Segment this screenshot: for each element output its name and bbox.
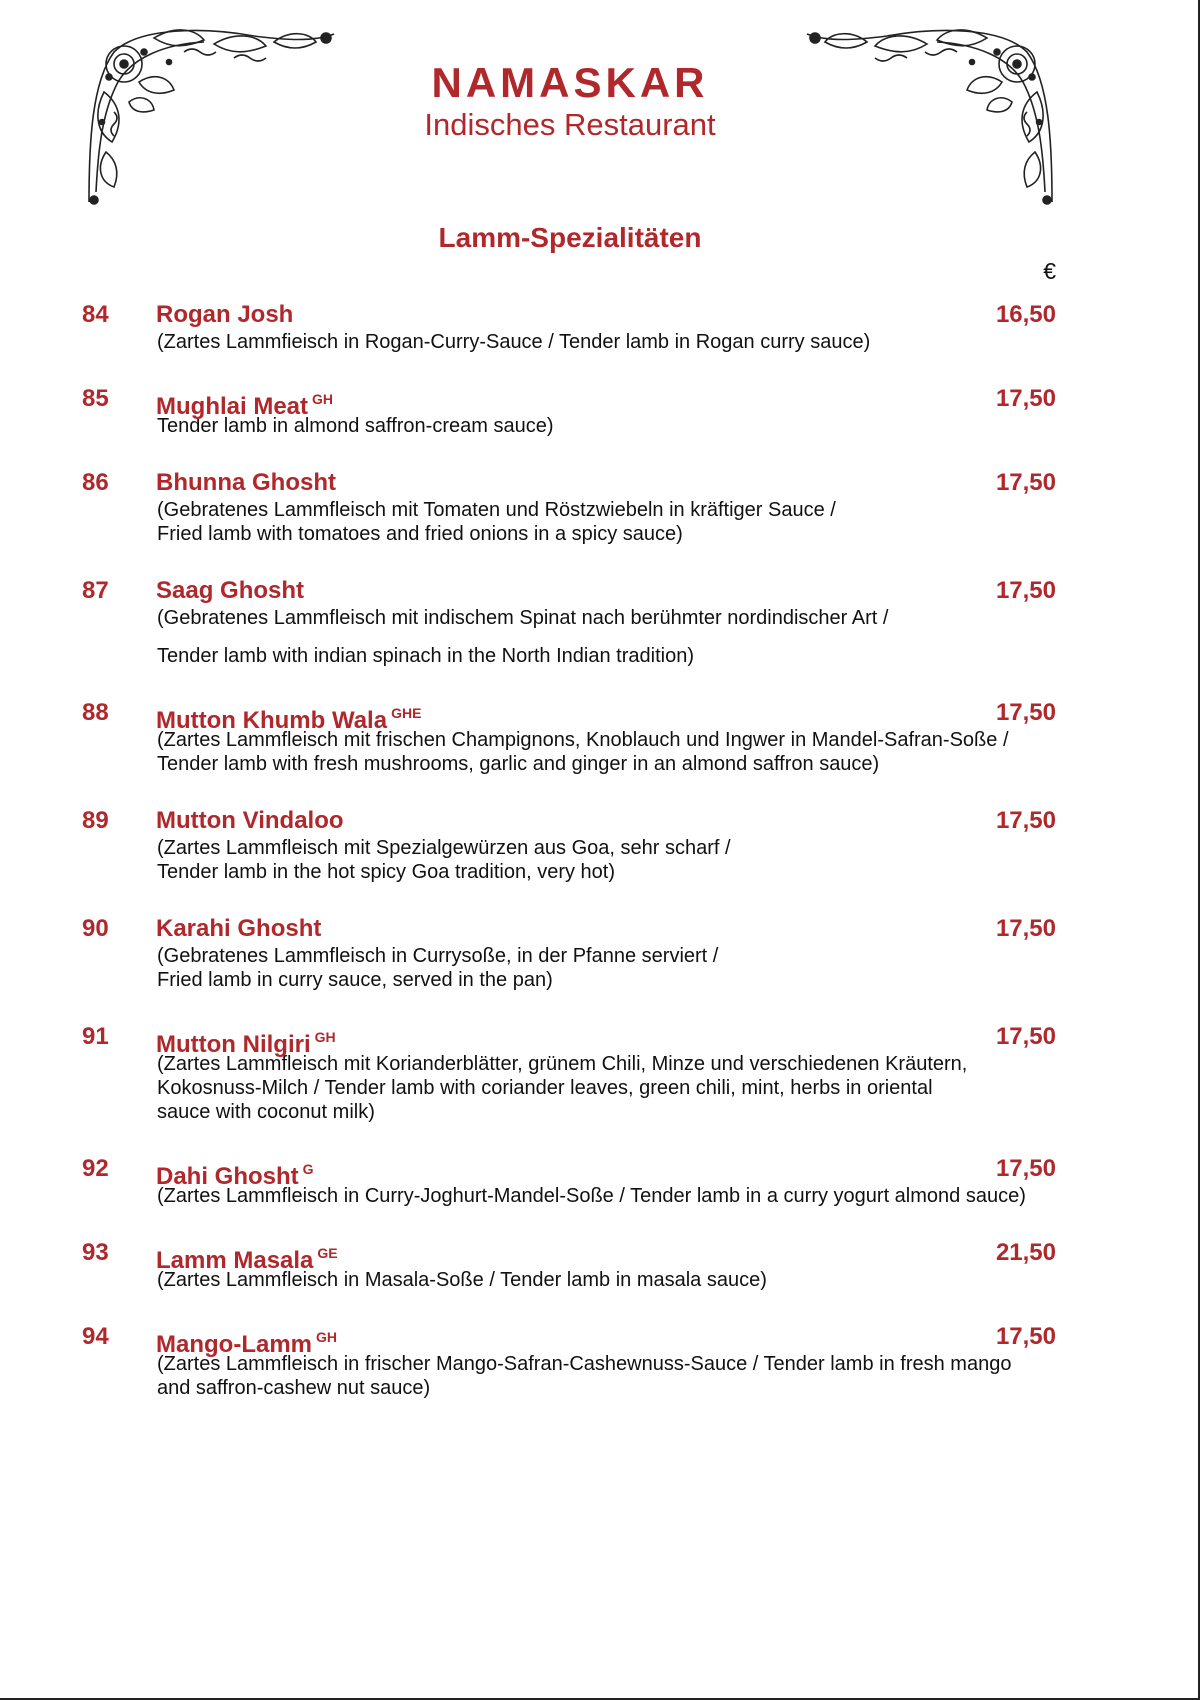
item-price: 17,50	[995, 807, 1056, 834]
allergen-tag: GH	[314, 1029, 336, 1045]
description-line: sauce with coconut milk)	[157, 1101, 375, 1123]
item-description	[157, 836, 1057, 884]
item-name-text: Mutton Khumb Wala	[156, 707, 388, 734]
menu-item	[0, 1154, 1200, 1208]
item-price: 17,50	[995, 385, 1056, 412]
item-number: 84	[82, 301, 109, 328]
item-name	[156, 468, 336, 498]
allergen-tag: G	[302, 1161, 314, 1177]
menu-items-list	[0, 300, 1200, 1430]
item-number: 89	[82, 807, 109, 834]
description-line: (Zartes Lammfleisch in Masala-Soße / Tender lamb in masala sauce)	[157, 1269, 767, 1291]
description-line: (Gebratenes Lammfleisch in Currysoße, in der Pfanne serviert /	[157, 945, 719, 967]
description-line: (Zartes Lammfieisch in Rogan-Curry-Sauce / Tender lamb in Rogan curry sauce)	[157, 331, 871, 353]
description-line: (Gebratenes Lammfleisch mit Tomaten und Röstzwiebeln in kräftiger Sauce /	[157, 499, 836, 521]
item-price: 17,50	[995, 1155, 1056, 1182]
item-name-text: Mango-Lamm	[156, 1331, 312, 1358]
item-name-text: Mutton Nilgiri	[156, 1031, 311, 1058]
item-price: 17,50	[995, 577, 1056, 604]
item-name	[156, 1154, 314, 1192]
menu-item	[0, 1238, 1200, 1292]
item-number: 92	[82, 1155, 109, 1182]
item-name-text: Bhunna Ghosht	[156, 469, 336, 496]
menu-item	[0, 384, 1200, 438]
item-name	[156, 1322, 337, 1360]
item-price: 17,50	[995, 915, 1056, 942]
item-description	[157, 498, 1057, 546]
description-line: Fried lamb in curry sauce, served in the pan)	[157, 969, 553, 991]
allergen-tag: GE	[317, 1245, 338, 1261]
item-number: 91	[82, 1023, 109, 1050]
menu-item	[0, 576, 1200, 668]
restaurant-name: NAMASKAR	[431, 59, 709, 106]
item-name-text: Rogan Josh	[156, 301, 294, 328]
item-number: 86	[82, 469, 109, 496]
item-price: 21,50	[995, 1239, 1056, 1266]
item-price: 17,50	[995, 1323, 1056, 1350]
description-line: Tender lamb in almond saffron-cream sauce)	[157, 415, 554, 437]
menu-item	[0, 1322, 1200, 1400]
menu-item	[0, 914, 1200, 992]
description-line: and saffron-cashew nut sauce)	[157, 1377, 431, 1399]
menu-item	[0, 300, 1200, 354]
description-line: (Zartes Lammfleisch in frischer Mango-Safran-Cashewnuss-Sauce / Tender lamb in fresh mango	[157, 1353, 1012, 1375]
item-name-text: Karahi Ghosht	[156, 915, 322, 942]
item-name	[156, 300, 293, 330]
description-line: Tender lamb with fresh mushrooms, garlic and ginger in an almond saffron sauce)	[157, 753, 880, 775]
description-line: Tender lamb in the hot spicy Goa tradition, very hot)	[157, 861, 616, 883]
description-line: (Zartes Lammfleisch mit Spezialgewürzen aus Goa, sehr scharf /	[157, 837, 731, 859]
description-line: (Gebratenes Lammfleisch mit indischem Spinat nach berühmter nordindischer Art /	[157, 607, 889, 629]
section-title: Lamm-Spezialitäten	[438, 222, 702, 253]
item-description	[157, 944, 1057, 992]
item-number: 88	[82, 699, 109, 726]
item-price: 16,50	[995, 301, 1056, 328]
item-name-text: Mughlai Meat	[156, 393, 309, 420]
item-number: 87	[82, 577, 109, 604]
item-name-text: Mutton Vindaloo	[156, 807, 344, 834]
item-price: 17,50	[995, 699, 1056, 726]
item-number: 93	[82, 1239, 109, 1266]
item-name	[156, 1238, 338, 1276]
item-name	[156, 1022, 336, 1060]
item-description	[157, 1052, 1057, 1124]
paisley-ornament-icon	[802, 22, 1057, 207]
item-name	[156, 698, 421, 736]
menu-item	[0, 468, 1200, 546]
menu-item	[0, 806, 1200, 884]
item-number: 85	[82, 385, 109, 412]
description-line: Kokosnuss-Milch / Tender lamb with coriander leaves, green chili, mint, herbs in oriental	[157, 1077, 933, 1099]
restaurant-subtitle: Indisches Restaurant	[424, 107, 716, 142]
description-line: Fried lamb with tomatoes and fried onions in a spicy sauce)	[157, 523, 683, 545]
item-name-text: Lamm Masala	[156, 1247, 314, 1274]
item-number: 90	[82, 915, 109, 942]
currency-symbol: €	[1043, 258, 1056, 284]
item-name	[156, 576, 304, 606]
allergen-tag: GHE	[391, 705, 422, 721]
description-line: Tender lamb with indian spinach in the North Indian tradition)	[157, 645, 694, 667]
item-name	[156, 384, 333, 422]
description-line: (Zartes Lammfleisch in Curry-Joghurt-Mandel-Soße / Tender lamb in a curry yogurt almond sauce)	[157, 1185, 1026, 1207]
item-price: 17,50	[995, 469, 1056, 496]
item-description	[157, 330, 1057, 354]
description-line: (Zartes Lammfleisch mit Korianderblätter, grünem Chili, Minze und verschiedenen Kräutern,	[157, 1053, 968, 1075]
menu-item	[0, 698, 1200, 776]
item-description	[157, 606, 1057, 668]
item-name	[156, 914, 321, 944]
item-name-text: Saag Ghosht	[156, 577, 305, 604]
item-name	[156, 806, 344, 836]
allergen-tag: GH	[316, 1329, 337, 1345]
allergen-tag: GH	[312, 391, 334, 407]
item-price: 17,50	[995, 1023, 1056, 1050]
paisley-ornament-icon	[84, 22, 339, 207]
item-number: 94	[82, 1323, 109, 1350]
menu-item	[0, 1022, 1200, 1124]
description-line: (Zartes Lammfleisch mit frischen Champignons, Knoblauch und Ingwer in Mandel-Safran-Soße /	[157, 729, 1009, 751]
item-name-text: Dahi Ghosht	[156, 1163, 299, 1190]
